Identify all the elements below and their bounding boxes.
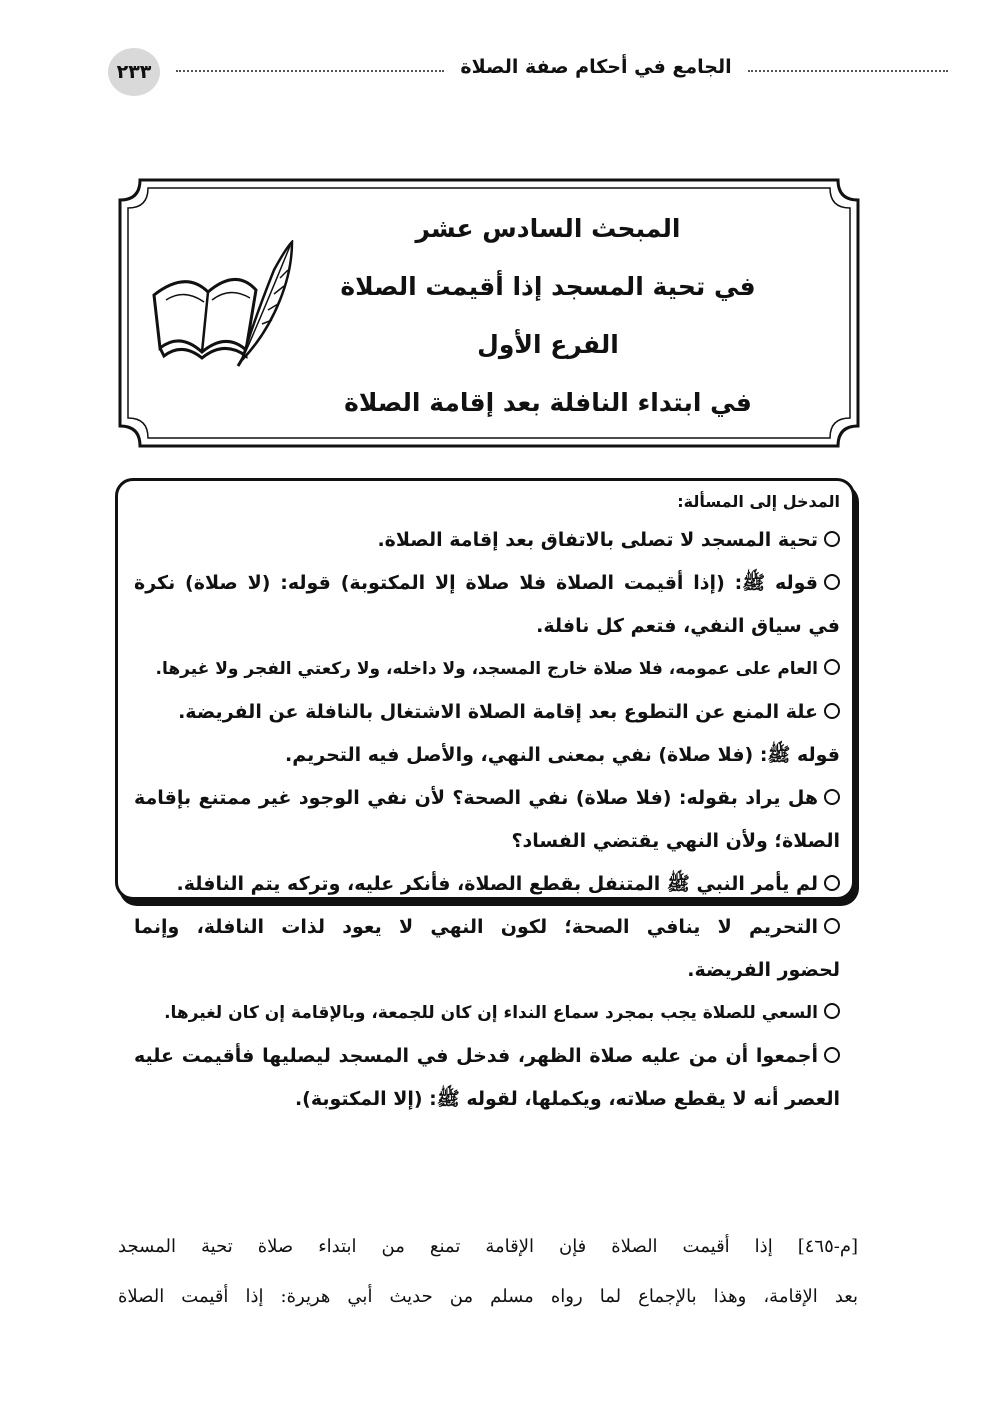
book-title: الجامع في أحكام صفة الصلاة	[460, 56, 732, 78]
summary-line: علة المنع عن التطوع بعد إقامة الصلاة الاشتغال بالنافلة عن الفريضة.	[134, 691, 840, 734]
circle-bullet-icon	[824, 659, 840, 675]
page-number: ٢٣٣	[116, 61, 152, 83]
circle-bullet-icon	[824, 574, 840, 590]
circle-bullet-icon	[824, 875, 840, 891]
header-dotted-leader-left	[176, 70, 444, 72]
book-and-quill-icon	[146, 240, 296, 370]
section-subject-title: في تحية المسجد إذا أقيمت الصلاة	[340, 272, 756, 301]
circle-bullet-icon	[824, 531, 840, 547]
summary-box	[115, 478, 855, 1110]
summary-line: قوله ﷺ: (إذا أقيمت الصلاة فلا صلاة إلا المكتوبة) قوله: (لا صلاة) نكرة	[134, 562, 840, 605]
branch-number-title: الفرع الأول	[477, 330, 619, 359]
summary-line: قوله ﷺ: (فلا صلاة) نفي بمعنى النهي، والأصل فيه التحريم.	[285, 744, 840, 766]
chapter-titles	[288, 200, 808, 432]
summary-lines	[134, 519, 840, 1121]
chapter-title-frame	[118, 178, 860, 448]
summary-line: أجمعوا أن من عليه صلاة الظهر، فدخل في المسجد ليصليها فأقيمت عليه	[134, 1035, 840, 1078]
summary-line: هل يراد بقوله: (فلا صلاة) نفي الصحة؟ لأن نفي الوجود غير ممتنع بإقامة	[134, 777, 840, 820]
circle-bullet-icon	[824, 703, 840, 719]
summary-line: تحية المسجد لا تصلى بالاتفاق بعد إقامة الصلاة.	[134, 519, 840, 562]
header-dotted-leader-right	[748, 70, 948, 72]
body-line: بعد الإقامة، وهذا بالإجماع لما رواه مسلم من حديث أبي هريرة: إذا أقيمت الصلاة	[118, 1286, 858, 1307]
summary-line: التحريم لا ينافي الصحة؛ لكون النهي لا يعود لذات النافلة، وإنما	[134, 906, 840, 949]
summary-heading: المدخل إلى المسألة:	[677, 492, 840, 511]
branch-subject-title: في ابتداء النافلة بعد إقامة الصلاة	[344, 388, 752, 417]
circle-bullet-icon	[824, 1003, 840, 1019]
page-number-badge	[108, 48, 160, 96]
summary-line: في سياق النفي، فتعم كل نافلة.	[536, 615, 840, 637]
circle-bullet-icon	[824, 1047, 840, 1063]
running-header	[108, 48, 848, 96]
summary-line: العصر أنه لا يقطع صلاته، ويكملها، لقوله ﷺ: (إلا المكتوبة).	[294, 1088, 840, 1110]
body-line: [م-٤٦٥] إذا أقيمت الصلاة فإن الإقامة تمنع من ابتداء صلاة تحية المسجد	[118, 1236, 858, 1257]
circle-bullet-icon	[824, 789, 840, 805]
section-number-title: المبحث السادس عشر	[415, 214, 681, 243]
summary-line: العام على عمومه، فلا صلاة خارج المسجد، ولا داخله، ولا ركعتي الفجر ولا غيرها.	[134, 648, 840, 691]
circle-bullet-icon	[824, 918, 840, 934]
summary-line: الصلاة؛ ولأن النهي يقتضي الفساد؟	[511, 830, 840, 852]
summary-line: لم يأمر النبي ﷺ المتنفل بقطع الصلاة، فأنكر عليه، وتركه يتم النافلة.	[134, 863, 840, 906]
body-paragraph	[118, 1222, 858, 1322]
summary-line: لحضور الفريضة.	[687, 959, 840, 981]
summary-line: السعي للصلاة يجب بمجرد سماع النداء إن كان للجمعة، وبالإقامة إن كان لغيرها.	[134, 992, 840, 1035]
